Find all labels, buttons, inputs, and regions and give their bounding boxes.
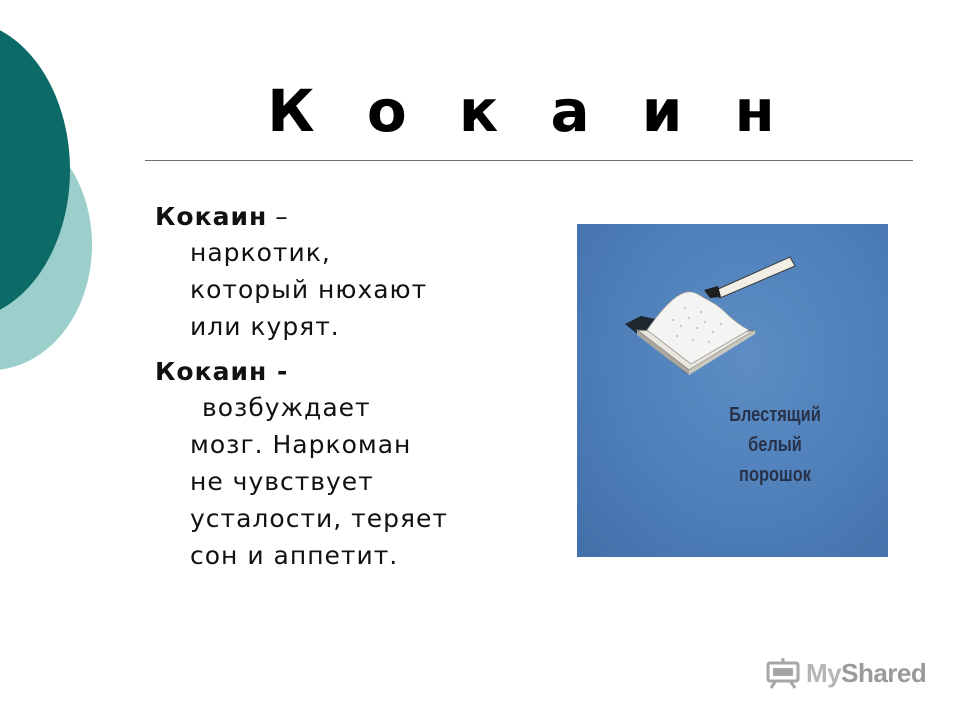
slide-body (155, 200, 555, 584)
paragraph-line: который нюхают (190, 275, 428, 304)
watermark-text: MyShared (806, 657, 927, 688)
title-divider (145, 160, 913, 161)
powder-illustration (577, 224, 888, 557)
term-separator: – (267, 202, 288, 231)
paragraph-line: не чувствует (190, 467, 374, 496)
myshared-watermark (766, 656, 926, 690)
term-label: Кокаин (155, 202, 268, 231)
straw-icon (704, 257, 795, 298)
paragraph-definition (155, 200, 555, 345)
term-separator: - (267, 357, 289, 386)
paragraph-line: наркотик, (190, 238, 331, 267)
slide-title: К о к а и н (267, 77, 791, 145)
paragraph-line: или курят. (190, 312, 340, 341)
presentation-board-icon (766, 657, 800, 689)
paragraph-effects (155, 355, 555, 574)
term-label: Кокаин (155, 357, 268, 386)
cocaine-powder-photo (577, 224, 888, 557)
paragraph-line: сон и аппетит. (190, 541, 399, 570)
paragraph-line: возбуждает (202, 393, 371, 422)
photo-caption: Блестящий белый порошок (729, 404, 821, 486)
paragraph-line: мозг. Наркоман (190, 430, 412, 459)
paragraph-line: усталости, теряет (190, 504, 448, 533)
